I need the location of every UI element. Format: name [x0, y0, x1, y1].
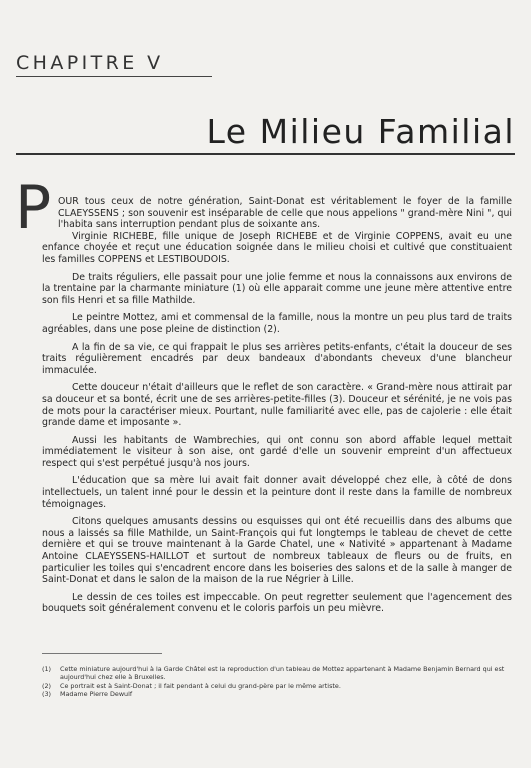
paragraph: L'éducation que sa mère lui avait fait donner avait développé chez elle, à côté de dons intellectuels, un talent inné pour le dessin et la peinture dont il reste dans la famille de nombreux témoignages. — [42, 475, 512, 510]
footnote — [42, 665, 512, 682]
footnote-text: Cette miniature aujourd'hui à la Garde Châtel est la reproduction d'un tableau de Mottez appartenant à Madame Benjamin Bernard qui est aujourd'hui chez elle à Bruxelles. — [60, 665, 505, 682]
paragraph: OUR tous ceux de notre génération, Saint-Donat est véritablement le foyer de la famille CLAEYSSENS ; son souvenir est inséparable de celle que nous appelions " grand-mère Nini ", qui l'habita sans interruption pendant plus de soixante ans. — [58, 196, 512, 231]
paragraph: Aussi les habitants de Wambrechies, qui ont connu son abord affable lequel mettait immédiatement le visiteur à son aise, ont gardé d'elle un souvenir empreint d'un affectueux respect qui s'est perpétué jusqu'à nos jours. — [42, 434, 512, 469]
paragraph: A la fin de sa vie, ce qui frappait le plus ses arrières petits-enfants, c'était la douceur de ses traits régulièrement encadrés par deux bandeaux d'abondants cheveux d'une blancheur immaculée. — [42, 341, 512, 376]
chapter-title: Le Milieu Familial — [206, 112, 515, 151]
title-underline — [16, 153, 515, 155]
footnote — [42, 682, 512, 690]
paragraph: Virginie RICHEBE, fille unique de Joseph RICHEBE et de Virginie COPPENS, avait eu une enfance choyée et reçut une éducation soignée dans le milieu choisi et cultivé que constituaient les familles COPPENS et LESTIBOUDOIS. — [42, 230, 512, 265]
footnote-separator — [42, 653, 162, 654]
paragraph: Le peintre Mottez, ami et commensal de la famille, nous la montre un peu plus tard de traits agréables, dans une pose pleine de distinction (2). — [42, 312, 512, 335]
footnote-number: (3) — [42, 690, 52, 699]
paragraph: Le dessin de ces toiles est impeccable. On peut regretter seulement que l'agencement des bouquets soit généralement convenu et le coloris parfois un peu mièvre. — [42, 591, 512, 615]
footnote-text: Madame Pierre Dewulf — [60, 690, 133, 699]
footnote-number: (2) — [42, 681, 52, 690]
footnotes — [42, 665, 512, 699]
drop-cap: P — [15, 173, 52, 243]
footnote-text: Ce portrait est à Saint-Donat ; il fait pendant à celui du grand-père par le même artiste. — [60, 681, 341, 690]
chapter-underline — [16, 76, 212, 77]
paragraph: Cette douceur n'était d'ailleurs que le reflet de son caractère. « Grand-mère nous attirait par sa douceur et sa bonté, écrit une de ses arrières-petite-filles (3). Douceur et sérénité, je ne vois pas de mots pour la caractériser mieux. Pourtant, nulle familiarité avec elle, pas de cajolerie : elle était grande dame et imposante ». — [42, 382, 512, 429]
body-text — [42, 196, 512, 621]
chapter-heading: CHAPITRE V — [16, 52, 164, 74]
paragraph: De traits réguliers, elle passait pour une jolie femme et nous la connaissons aux environs de la trentaine par la charmante miniature (1) où elle apparait comme une jeune mère attentive entre son fils Henri et sa fille Mathilde. — [42, 271, 512, 306]
footnote-number: (1) — [42, 665, 52, 673]
paragraph: Citons quelques amusants dessins ou esquisses qui ont été recueillis dans des albums que nous a laissés sa fille Mathilde, un Saint-François qui fut longtemps le tableau de chevet de cette dernière et qui se trouve maintenant à la Garde Chatel, une « Nativité » appartenant à Madame Antoine CLAEYSSENS-HAILLOT et surtout de nombreux tableaux de fleurs ou de fruits, en particulier les toiles qui s'encadrent encore dans les boiseries des salons et de la salle à manger de Saint-Donat et dans le salon de la maison de la rue Négrier à Lille. — [42, 516, 512, 586]
footnote — [42, 690, 512, 698]
